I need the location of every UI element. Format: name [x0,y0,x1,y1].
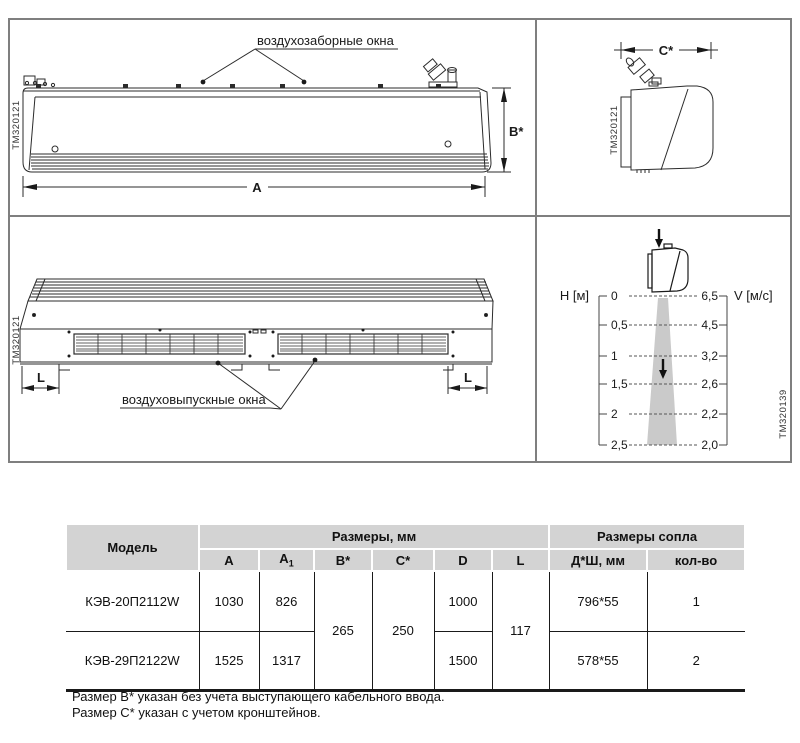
intake-windows-callout [201,33,398,84]
v-axis-bracket [719,296,727,445]
dim-l-left-label: L [37,370,45,385]
cell-a-2: 1525 [199,632,259,691]
outlet-grille-left [74,334,245,354]
tm-code-side: TM320121 [609,105,620,155]
footnotes [72,689,445,720]
drawing-grid [8,18,792,463]
cable-gland-left [24,76,55,87]
flow-arrow-top [655,229,663,248]
bottom-view-drawing [10,217,535,461]
header-col-a1: $A_1$ [259,549,314,571]
cell-model-1: КЭВ-20П2112W [66,571,199,632]
cell-b-merged: 265 [314,571,372,691]
svg-text:6,5: 6,5 [701,289,718,303]
tm-code-bottom: TM320121 [11,315,22,365]
dimension-l-left [22,366,59,394]
spec-table [65,523,746,692]
footnote-c: Размер C* указан с учетом кронштейнов. [72,704,321,720]
panel-airflow-chart [537,217,790,461]
svg-text:1,5: 1,5 [611,377,628,391]
svg-text:1: 1 [611,349,618,363]
panel-bottom-view [10,217,535,461]
svg-text:2,6: 2,6 [701,377,718,391]
header-col-a: A [199,549,259,571]
dim-a-label: A [252,180,262,195]
dimension-a [23,176,485,197]
h-tick-labels [611,289,628,452]
dimension-l-right [448,366,487,394]
header-nozzle-group: Размеры сопла [549,524,745,549]
tm-code-airflow: TM320139 [778,389,789,439]
pipe-connectors-right [423,59,457,87]
cell-c-merged: 250 [372,571,434,691]
cell-nozzle-size-1: 796*55 [549,571,647,632]
cell-nozzle-size-2: 578*55 [549,632,647,691]
h-axis-bracket [599,296,607,445]
front-view-drawing [10,20,535,215]
dim-c-label: C* [658,43,674,58]
side-view-drawing [537,20,790,215]
outlet-windows-label: воздуховыпускные окна [122,392,266,407]
cell-a1-2: 1317 [259,632,314,691]
cell-d-2: 1500 [434,632,492,691]
svg-text:4,5: 4,5 [701,318,718,332]
tm-code-front: TM320121 [11,100,22,150]
header-dimensions-group: Размеры, мм [199,524,549,549]
cell-nozzle-qty-2: 2 [647,632,745,691]
cable-gland-side [625,57,661,84]
v-tick-labels [701,289,718,452]
mounting-bracket-ticks [36,84,441,88]
cell-model-2: КЭВ-29П2122W [66,632,199,691]
svg-text:2,0: 2,0 [701,438,718,452]
header-col-nozzle-qty: кол-во [647,549,745,571]
side-view-unit-outline [621,82,713,173]
header-model: Модель [66,524,199,571]
dim-b-label: B* [509,124,524,139]
header-col-d: D [434,549,492,571]
svg-text:2,5: 2,5 [611,438,628,452]
cell-nozzle-qty-1: 1 [647,571,745,632]
header-col-nozzle-size: Д*Ш, мм [549,549,647,571]
svg-text:0,5: 0,5 [611,318,628,332]
panel-front-view [10,20,535,215]
svg-text:0: 0 [611,289,618,303]
header-col-l: L [492,549,549,571]
svg-text:2: 2 [611,407,618,421]
dimension-c [614,42,718,59]
footnote-b: Размер B* указан без учета выступающего кабельного ввода. [72,689,445,704]
cell-a1-1: 826 [259,571,314,632]
outlet-grille-right [278,334,448,354]
unit-icon [648,244,688,292]
cell-a-1: 1030 [199,571,259,632]
h-axis-label: H [м] [559,288,589,303]
svg-text:2,2: 2,2 [701,407,718,421]
header-col-b: B* [314,549,372,571]
intake-windows-label: воздухозаборные окна [257,33,394,48]
dim-l-right-label: L [464,370,472,385]
airflow-chart [537,217,790,461]
v-axis-label: V [м/с] [734,288,773,303]
cell-l-merged: 117 [492,571,549,691]
svg-text:3,2: 3,2 [701,349,718,363]
table-row [66,571,745,632]
header-col-c: C* [372,549,434,571]
outlet-windows-callout [120,358,317,409]
panel-side-view [537,20,790,215]
cell-d-1: 1000 [434,571,492,632]
dimension-b [487,88,524,172]
front-view-unit-outline [23,88,491,172]
